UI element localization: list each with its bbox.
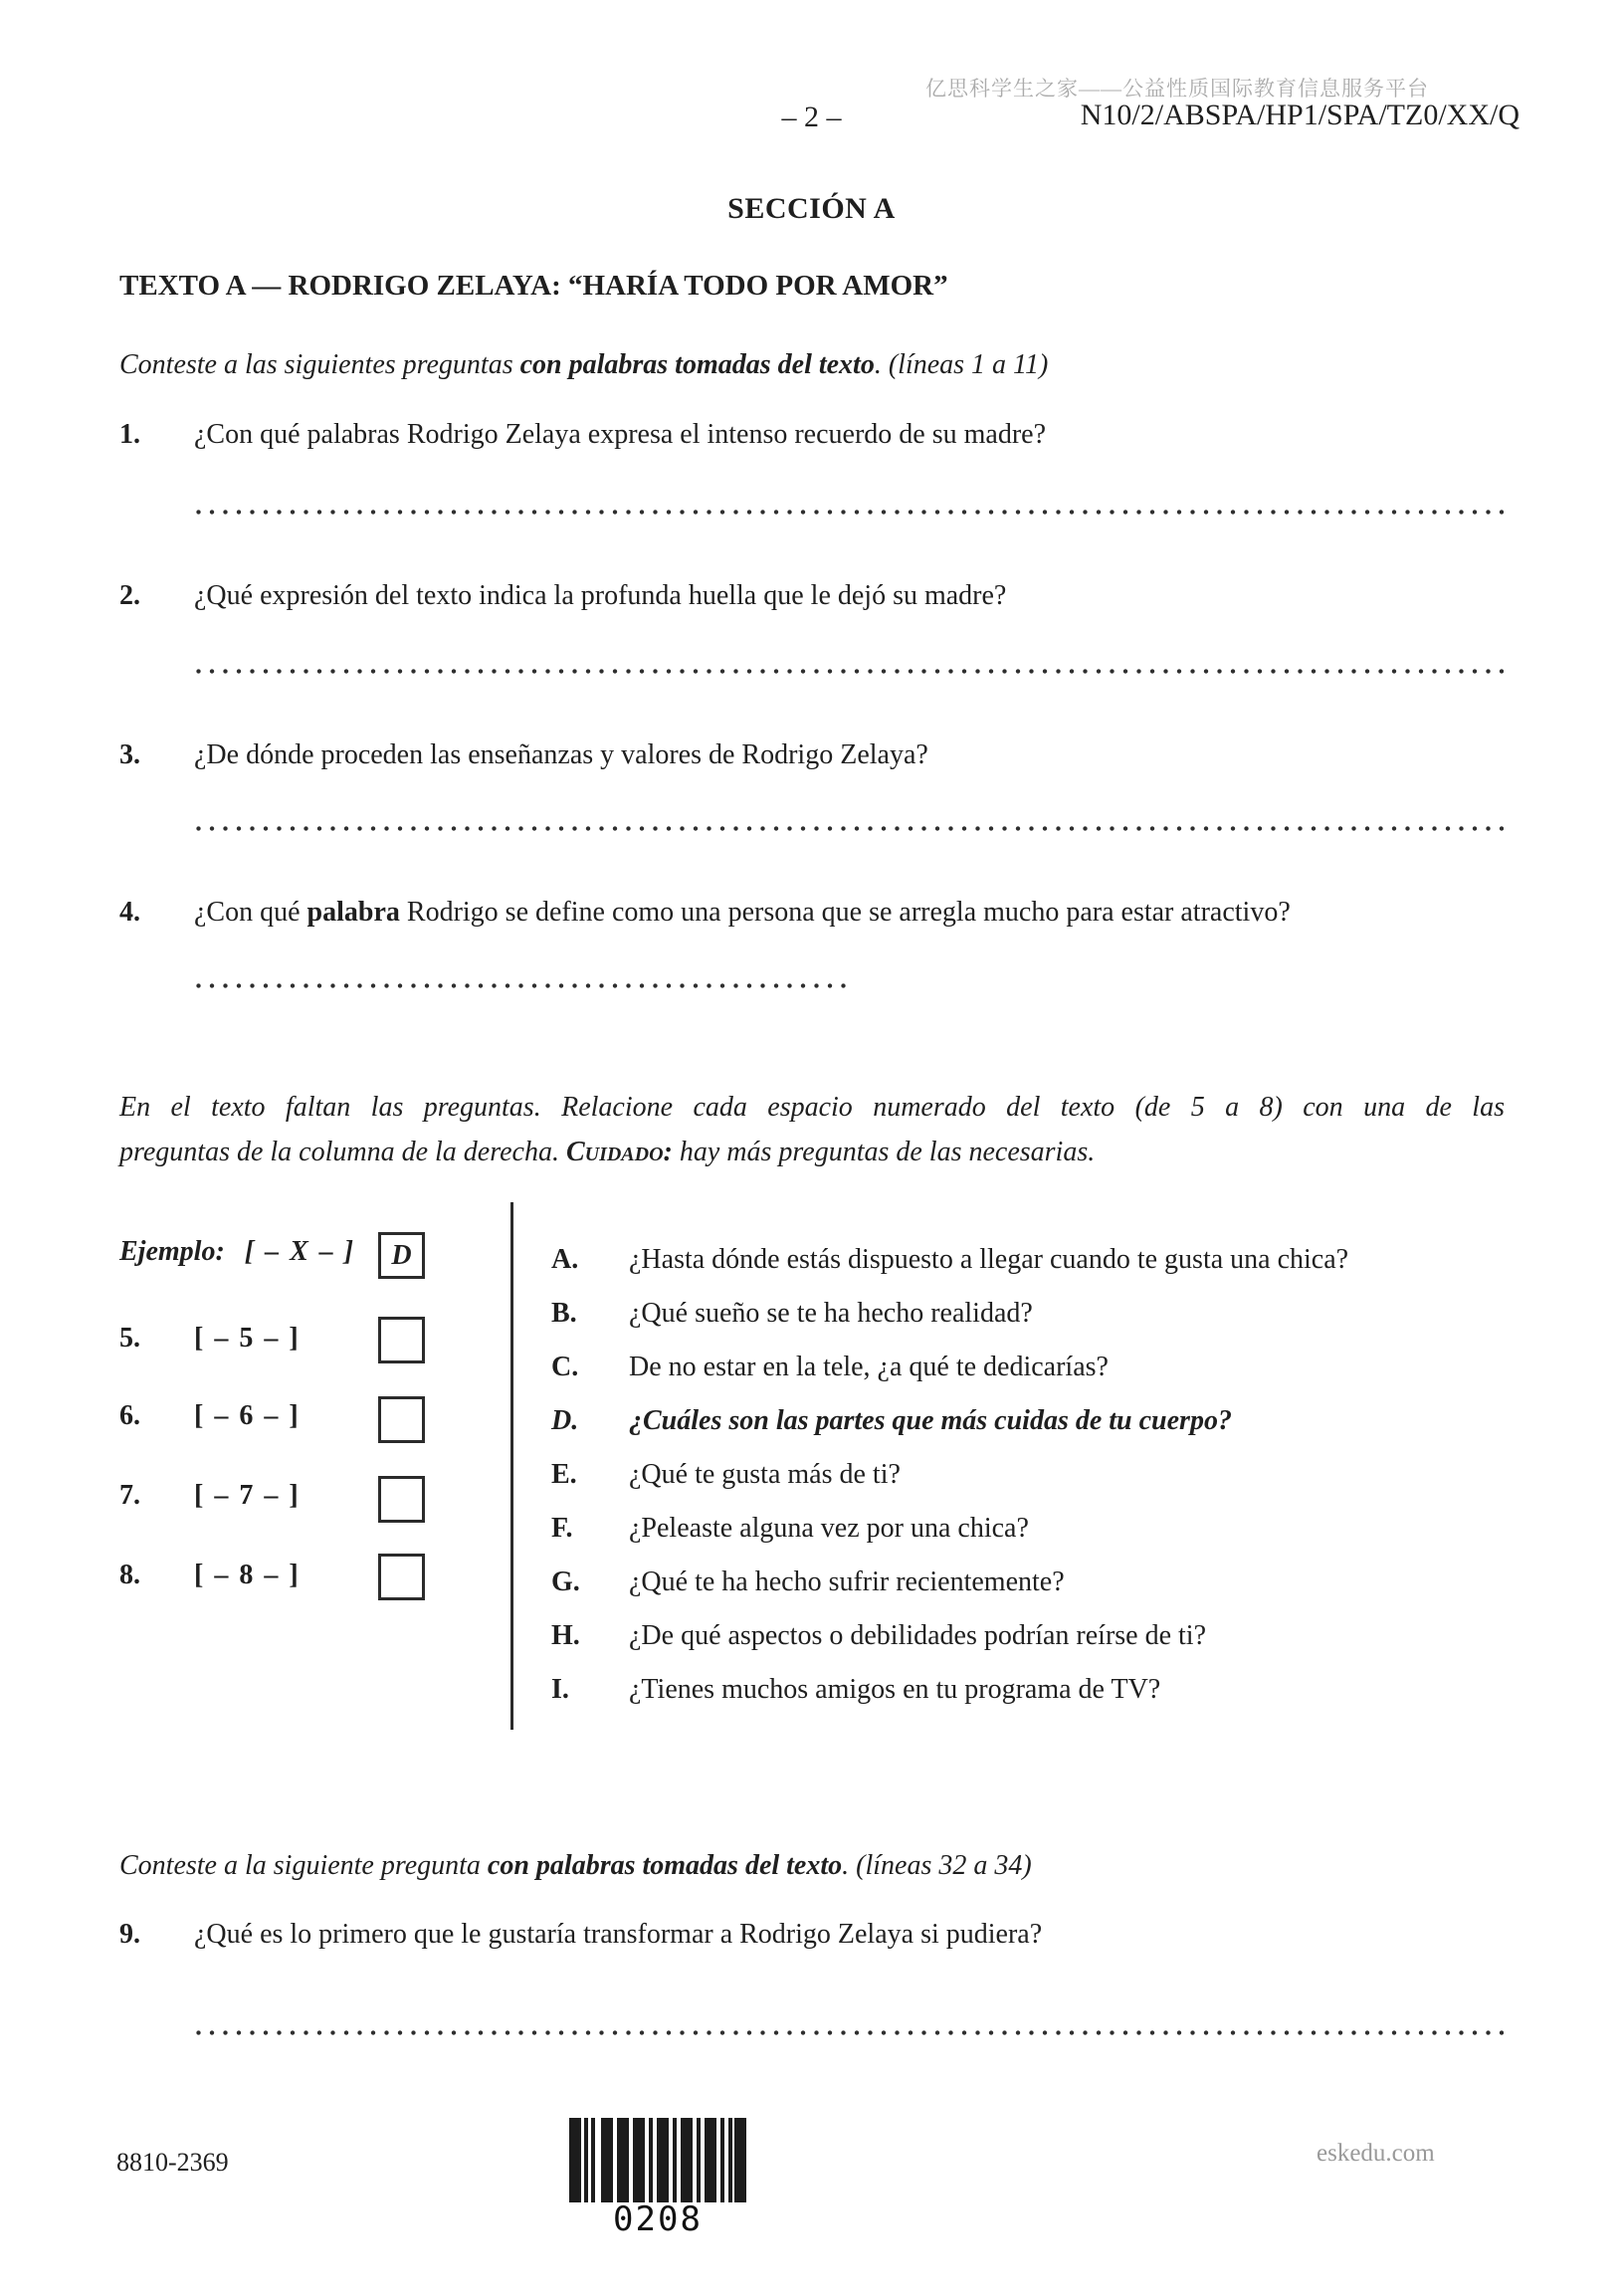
barcode [569,2118,746,2202]
question-number: 1. [119,419,140,450]
option-letter: A. [551,1244,579,1275]
option-row-i [551,1671,1586,1709]
answer-dotted-line-3[interactable] [196,826,1504,831]
matching-row-7 [119,1477,301,1515]
example-label: Ejemplo: [119,1236,225,1267]
option-text: ¿Qué sueño se te ha hecho realidad? [629,1298,1033,1329]
option-row-b [551,1295,1586,1333]
option-letter: H. [551,1620,580,1651]
option-text: ¿Qué te ha hecho sufrir recientemente? [629,1566,1065,1597]
option-text: De no estar en la tele, ¿a qué te dedicarías? [629,1352,1109,1382]
option-row-c [551,1349,1586,1386]
answer-dotted-line-9[interactable] [196,2030,1504,2035]
option-text: ¿Hasta dónde estás dispuesto a llegar cuando te gusta una chica? [629,1244,1349,1275]
question-number: 4. [119,897,140,928]
option-letter: E. [551,1459,577,1490]
question-row-2 [119,577,1513,615]
option-text: ¿Cuáles son las partes que más cuidas de tu cuerpo? [629,1405,1232,1436]
matching-bracket: [ – 5 – ] [194,1323,301,1354]
instruction-1-pre: Conteste a las siguientes preguntas [119,349,520,380]
matching-bracket: [ – 7 – ] [194,1480,301,1511]
option-letter: B. [551,1298,577,1329]
option-letter: G. [551,1566,580,1597]
question-text: ¿Con qué palabras Rodrigo Zelaya expresa el intenso recuerdo de su madre? [194,419,1046,450]
question-row-3 [119,736,1513,774]
option-text: ¿Peleaste alguna vez por una chica? [629,1513,1029,1544]
instruction-1-bold: con palabras tomadas del texto [519,349,875,380]
answer-box-7[interactable] [378,1476,425,1523]
matching-row-5 [119,1320,301,1357]
question-number: 9. [119,1919,140,1950]
answer-dotted-line-1[interactable] [196,510,1504,515]
page-number: – 2 – [781,101,842,133]
option-letter: D. [551,1405,579,1436]
answer-box-5[interactable] [378,1317,425,1363]
option-row-g [551,1564,1586,1601]
option-letter: C. [551,1352,579,1382]
question-text: ¿Con qué palabra Rodrigo se define como una persona que se arregla mucho para estar atractivo? [194,897,1291,928]
question-text: ¿Qué es lo primero que le gustaría transformar a Rodrigo Zelaya si pudiera? [194,1919,1043,1950]
option-row-d [551,1402,1586,1440]
example-answer-box: D [378,1232,425,1279]
section-title: SECCIÓN A [727,192,896,225]
matching-number: 7. [119,1480,140,1511]
option-text: ¿Tienes muchos amigos en tu programa de TV? [629,1674,1161,1705]
question-row-1 [119,416,1513,454]
option-text: ¿Qué te gusta más de ti? [629,1459,901,1490]
instruction-2-bold: con palabras tomadas del texto [487,1850,843,1881]
example-row [119,1233,355,1271]
matching-instruction [119,1085,1505,1174]
instruction-1-post: . (líneas 1 a 11) [874,349,1049,380]
answer-dotted-line-2[interactable] [196,669,1504,674]
matching-instruction-line2: preguntas de la columna de la derecha. Cuidado: hay más preguntas de las necesarias. [119,1137,1096,1167]
matching-number: 6. [119,1400,140,1431]
option-text: ¿De qué aspectos o debilidades podrían reírse de ti? [629,1620,1207,1651]
answer-box-8[interactable] [378,1554,425,1600]
question-text: ¿Qué expresión del texto indica la profunda huella que le dejó su madre? [194,580,1007,611]
watermark-text: 亿思科学生之家——公益性质国际教育信息服务平台 [925,77,1429,101]
option-row-e [551,1456,1586,1494]
question-row-9 [119,1916,1513,1954]
matching-number: 5. [119,1323,140,1354]
matching-bracket: [ – 8 – ] [194,1560,301,1590]
option-row-a [551,1241,1586,1279]
barcode-digits: 0208 [613,2199,703,2239]
option-row-h [551,1617,1586,1655]
option-letter: F. [551,1513,573,1544]
matching-instruction-line1: En el texto faltan las preguntas. Relacione cada espacio numerado del texto (de 5 a 8) con una de las [119,1092,1505,1123]
matching-row-6 [119,1397,301,1435]
exam-code: N10/2/ABSPA/HP1/SPA/TZ0/XX/Q [1080,99,1520,131]
matching-number: 8. [119,1560,140,1590]
example-bracket: [ – X – ] [244,1236,356,1267]
question-row-4 [119,894,1513,932]
option-row-f [551,1510,1586,1548]
cuidado-warning: Cuidado: [565,1137,673,1167]
instruction-2-pre: Conteste a la siguiente pregunta [119,1850,488,1881]
matching-row-8 [119,1557,301,1594]
instruction-2 [119,1843,1505,1888]
instruction-2-post: . (líneas 32 a 34) [842,1850,1032,1881]
document-reference: 8810-2369 [116,2148,229,2177]
texto-a-heading: TEXTO A — RODRIGO ZELAYA: “HARÍA TODO POR AMOR” [119,270,948,302]
question-number: 2. [119,580,140,611]
answer-dotted-line-4[interactable] [196,983,853,988]
question-text: ¿De dónde proceden las enseñanzas y valores de Rodrigo Zelaya? [194,739,928,770]
footer-site: eskedu.com [1317,2140,1435,2167]
option-letter: I. [551,1674,569,1705]
instruction-1 [119,342,1505,387]
question-number: 3. [119,739,140,770]
matching-bracket: [ – 6 – ] [194,1400,301,1431]
answer-box-6[interactable] [378,1396,425,1443]
column-divider-line [510,1202,513,1730]
